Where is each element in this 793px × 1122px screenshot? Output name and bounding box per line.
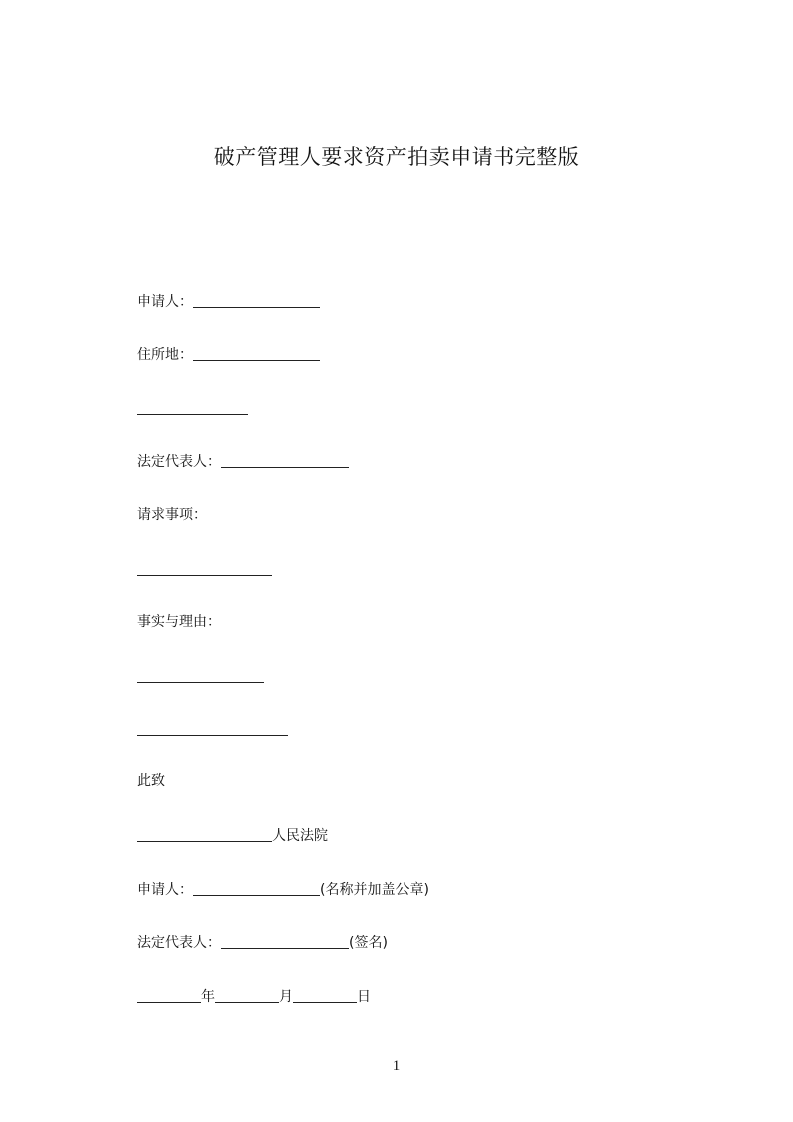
document-title: 破产管理人要求资产拍卖申请书完整版 bbox=[213, 145, 580, 169]
address-continuation-line bbox=[137, 398, 248, 418]
address-line bbox=[137, 344, 320, 364]
sign-applicant-blank[interactable] bbox=[193, 881, 320, 896]
court-line bbox=[137, 825, 328, 845]
sign-applicant-label: 申请人： bbox=[137, 882, 193, 898]
sign-rep-label: 法定代表人： bbox=[137, 935, 221, 951]
salutation-line bbox=[137, 771, 165, 791]
facts-content-blank-1[interactable] bbox=[137, 668, 264, 683]
day-label: 日 bbox=[357, 989, 371, 1005]
facts-line bbox=[137, 612, 221, 632]
sign-rep-blank[interactable] bbox=[221, 934, 349, 949]
facts-label: 事实与理由： bbox=[137, 614, 221, 630]
sign-rep-line bbox=[137, 932, 388, 952]
legal-rep-label: 法定代表人： bbox=[137, 454, 221, 470]
year-label: 年 bbox=[201, 989, 215, 1005]
facts-content-blank-2[interactable] bbox=[137, 721, 288, 736]
month-blank[interactable] bbox=[215, 988, 279, 1003]
facts-content-line-1 bbox=[137, 666, 264, 686]
facts-content-line-2 bbox=[137, 719, 288, 739]
sign-applicant-note: (名称并加盖公章) bbox=[320, 882, 429, 898]
address-label: 住所地： bbox=[137, 347, 193, 363]
sign-rep-note: (签名) bbox=[349, 935, 388, 951]
year-blank[interactable] bbox=[137, 988, 201, 1003]
claims-content-line bbox=[137, 559, 272, 579]
address-blank[interactable] bbox=[193, 346, 320, 361]
legal-rep-line bbox=[137, 451, 349, 471]
claims-content-blank[interactable] bbox=[137, 561, 272, 576]
claims-label: 请求事项： bbox=[137, 507, 207, 523]
sign-applicant-line bbox=[137, 879, 429, 899]
applicant-label: 申请人： bbox=[137, 294, 193, 310]
claims-line bbox=[137, 505, 207, 525]
legal-rep-blank[interactable] bbox=[221, 453, 349, 468]
applicant-line bbox=[137, 291, 320, 311]
address-continuation-blank[interactable] bbox=[137, 400, 248, 415]
applicant-blank[interactable] bbox=[193, 293, 320, 308]
salutation-text: 此致 bbox=[137, 773, 165, 789]
date-line bbox=[137, 986, 371, 1006]
page-number: 1 bbox=[392, 1058, 401, 1074]
court-suffix: 人民法院 bbox=[272, 828, 328, 844]
day-blank[interactable] bbox=[293, 988, 357, 1003]
month-label: 月 bbox=[279, 989, 293, 1005]
court-name-blank[interactable] bbox=[137, 827, 272, 842]
